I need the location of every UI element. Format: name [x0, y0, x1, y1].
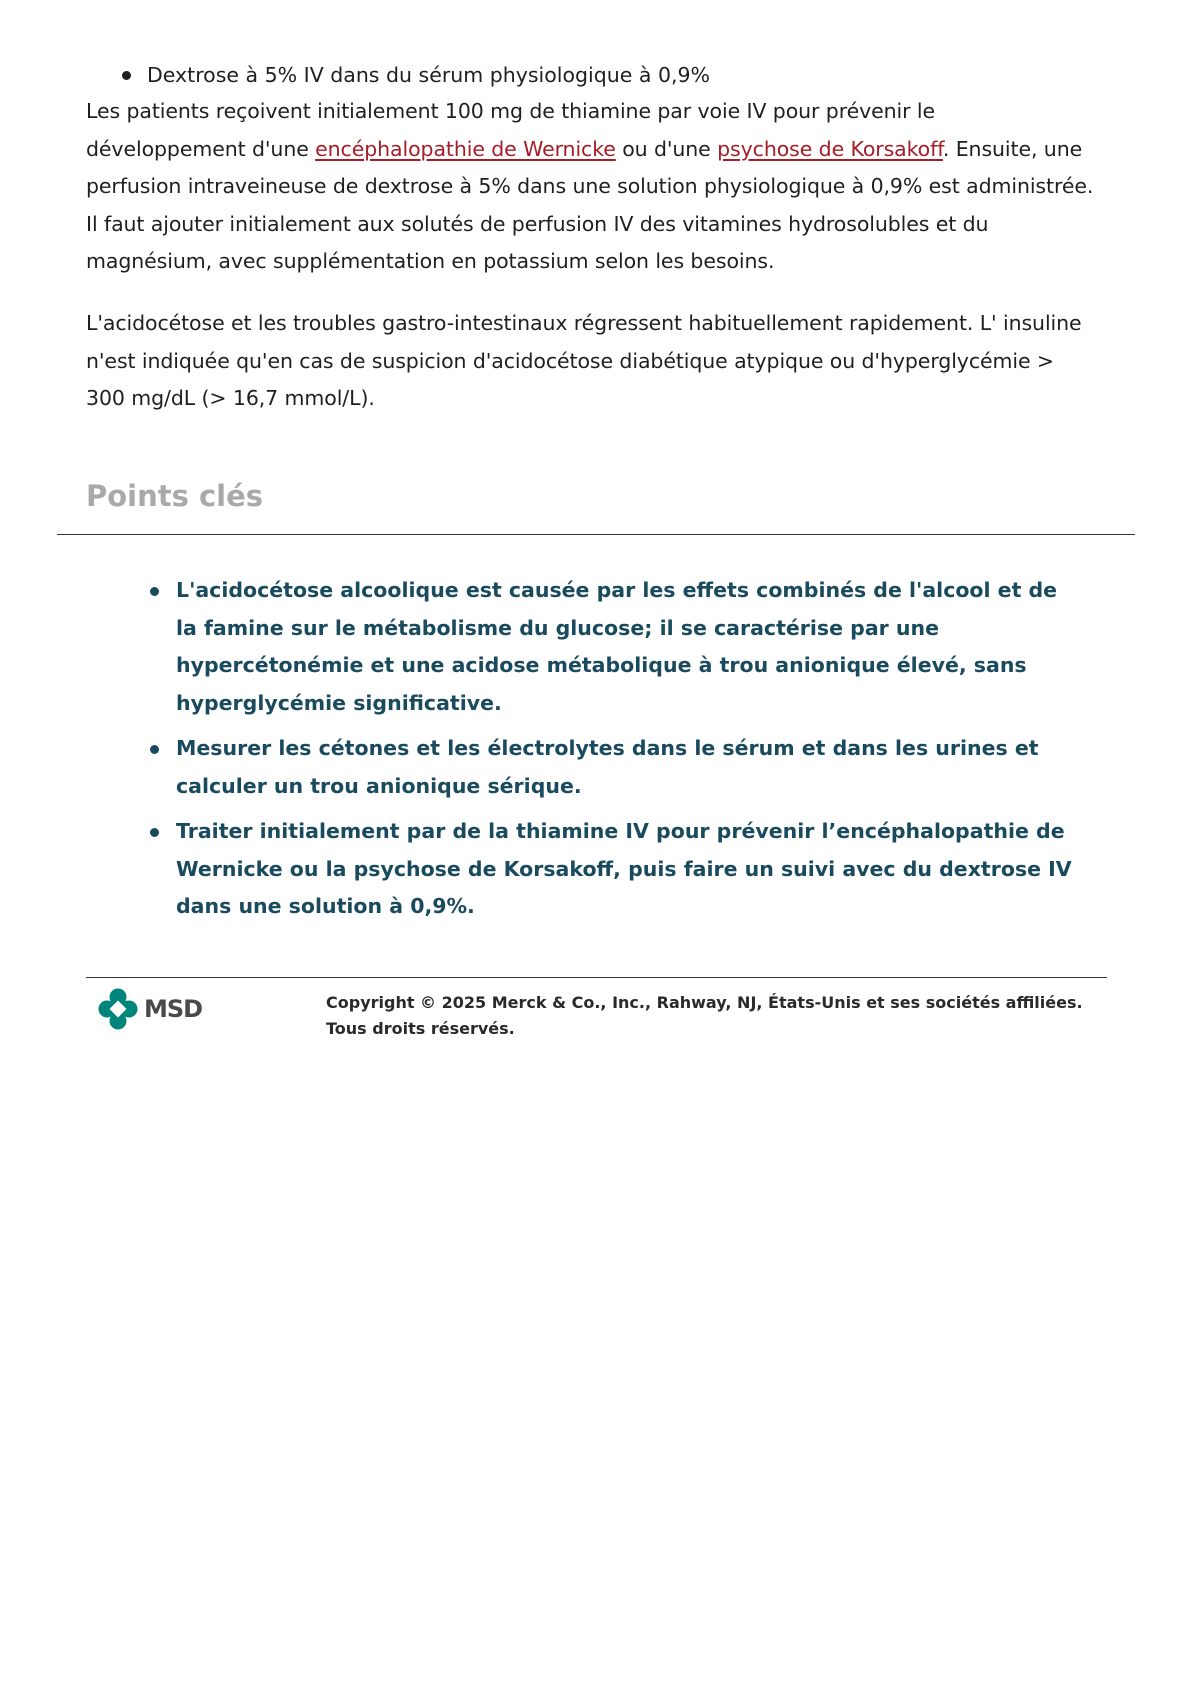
section-title: Points clés [86, 479, 264, 513]
prognosis-paragraph: L'acidocétose et les troubles gastro-intestinaux régressent habituellement rapidement. L' insuline n'est indiquée qu'en cas de suspicion d'acidocétose diabétique atypique ou d'hyperglycémie > 300 mg/dL (> 16,7 mmol/L). [86, 311, 1082, 410]
msd-logo [98, 987, 208, 1031]
treatment-paragraph [86, 93, 1096, 281]
copyright-text: Copyright © 2025 Merck & Co., Inc., Rahway, NJ, États-Unis et ses sociétés affiliées. Tous droits réservés. [326, 993, 1083, 1038]
paragraph-text: ou d'une [615, 136, 718, 161]
footer-divider [86, 977, 1107, 978]
paragraph-text: . Ensuite, une perfusion intraveineuse de dextrose à 5% dans une solution physiologique à 0,9% est administrée. Il faut ajouter initialement aux solutés de perfusion IV des vitamines hydrosolubles et du magnésium, avec supplémentation en potassium selon les besoins. [86, 136, 1094, 273]
treatment-bullet-list [119, 58, 1079, 92]
key-point-item: Traiter initialement par de la thiamine IV pour prévenir l’encéphalopathie de Wernicke ou la psychose de Korsakoff, puis faire un suivi avec du dextrose IV dans une solution à 0,9%. [148, 813, 1078, 926]
key-point-item: Mesurer les cétones et les électrolytes dans le sérum et dans les urines et calculer un trou anionique sérique. [148, 730, 1078, 805]
msd-logo-icon [98, 988, 138, 1030]
key-point-item: L'acidocétose alcoolique est causée par les effets combinés de l'alcool et de la famine sur le métabolisme du glucose; il se caractérise par une hypercétonémie et une acidose métabolique à trou anionique élevé, sans hyperglycémie significative. [148, 572, 1078, 722]
korsakoff-link[interactable]: psychose de Korsakoff [717, 136, 943, 161]
section-divider [57, 534, 1135, 535]
paragraph-text: Les patients reçoivent initialement 100 mg de thiamine par voie IV pour prévenir le développement d'une [86, 99, 935, 161]
logo-wordmark: MSD [144, 995, 203, 1023]
list-item: Dextrose à 5% IV dans du sérum physiologique à 0,9% [119, 58, 1079, 92]
wernicke-link[interactable]: encéphalopathie de Wernicke [315, 136, 616, 161]
key-points-list [148, 572, 1078, 934]
